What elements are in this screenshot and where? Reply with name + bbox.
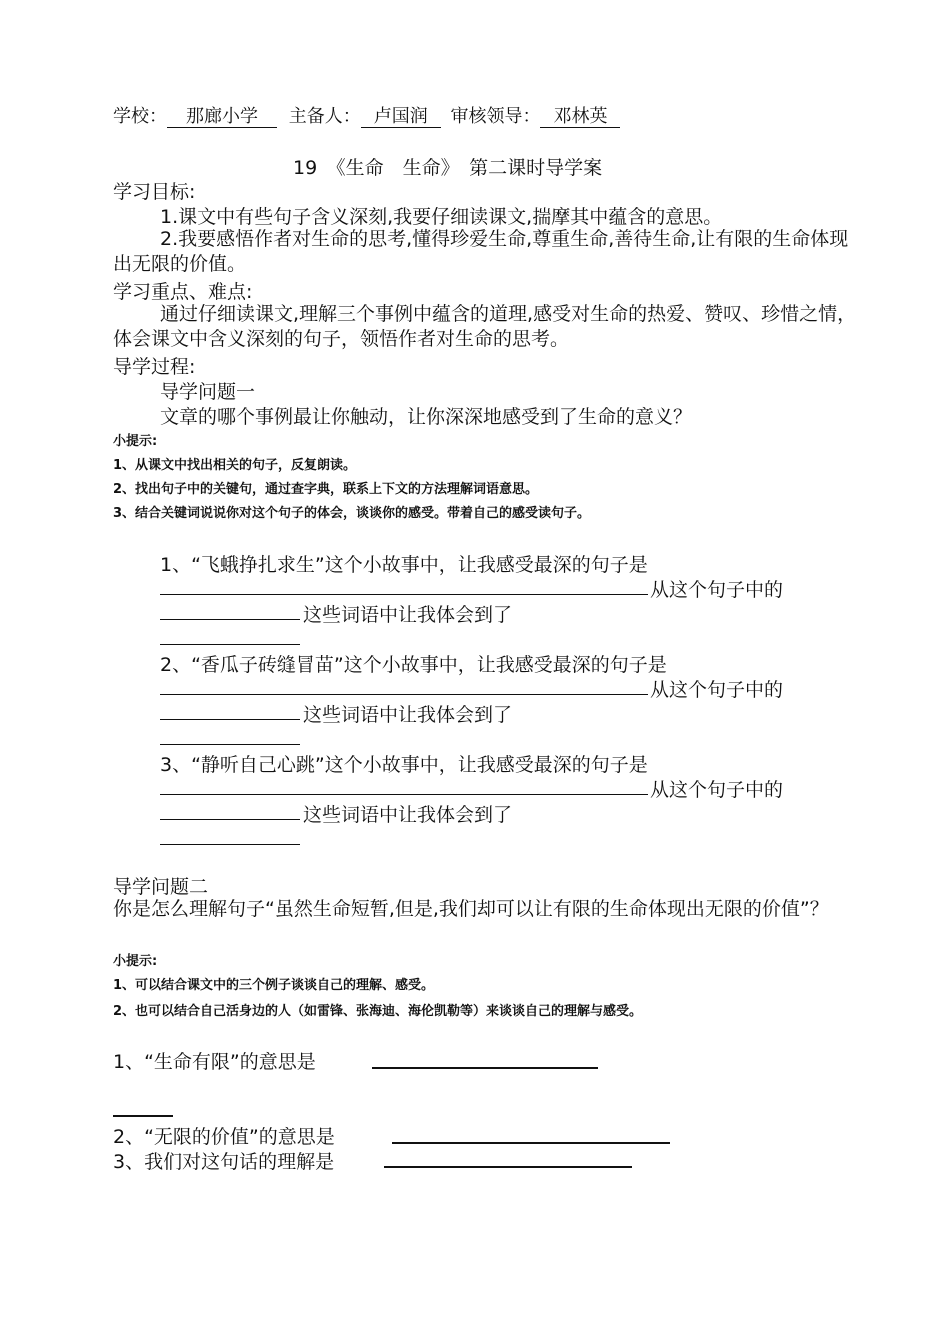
author-label: 主备人： <box>288 106 361 127</box>
fill-in-1-mid: 从这个句子中的 <box>650 579 784 601</box>
fill-in-2-words-line[interactable] <box>160 719 300 720</box>
fill-in-3-prompt: 3、“静听自己心跳”这个小故事中，让我感受最深的句子是 <box>160 754 648 776</box>
q2-tip-1: 1、可以结合课文中的三个例子谈谈自己的理解、感受。 <box>113 978 435 993</box>
q1-tip-title: 小提示: <box>113 434 158 449</box>
fill-in-3-end: 这些词语中让我体会到了 <box>303 804 513 826</box>
answer-3-prompt: 3、我们对这句话的理解是 <box>113 1151 335 1173</box>
fill-in-1-prompt: 1、“飞蛾挣扎求生”这个小故事中，让我感受最深的句子是 <box>160 554 648 576</box>
goal-item-1: 1.课文中有些句子含义深刻,我要仔细读课文,揣摩其中蕴含的意思。 <box>160 206 723 228</box>
fill-in-2-answer-line[interactable] <box>160 694 648 695</box>
author-name: 卢国润 <box>361 107 441 128</box>
q2-question <box>113 897 863 922</box>
header-line <box>113 102 620 128</box>
school-label: 学校： <box>113 106 167 127</box>
fill-in-1-end: 这些词语中让我体会到了 <box>303 604 513 626</box>
fill-in-2-mid: 从这个句子中的 <box>650 679 784 701</box>
q1-tip-1: 1、从课文中找出相关的句子，反复朗读。 <box>113 458 357 473</box>
process-heading: 导学过程: <box>113 356 196 378</box>
q1-tip-2: 2、找出句子中的关键句，通过查字典，联系上下文的方法理解词语意思。 <box>113 482 539 497</box>
answer-2-line[interactable] <box>392 1142 670 1144</box>
reviewer-label: 审核领导： <box>450 106 541 127</box>
goals-heading: 学习目标: <box>113 181 196 203</box>
fill-in-3-answer-line[interactable] <box>160 794 648 795</box>
keypoints-text-content: 通过仔细读课文,理解三个事例中蕴含的道理,感受对生命的热爱、赞叹、珍惜之情，体会课文中含义深刻的句子，领悟作者对生命的思考。 <box>113 303 857 350</box>
fill-in-1-answer-line[interactable] <box>160 594 648 595</box>
q2-question-text: 你是怎么理解句子“虽然生命短暂,但是,我们却可以让有限的生命体现出无限的价值”？ <box>113 898 829 920</box>
q1-tip-3: 3、结合关键词说说你对这个句子的体会，谈谈你的感受。带着自己的感受读句子。 <box>113 506 591 521</box>
school-name: 那廊小学 <box>167 107 277 128</box>
q2-label: 导学问题二 <box>113 876 209 898</box>
goal-item-2-text: 2.我要感悟作者对生命的思考,懂得珍爱生命,尊重生命,善待生命,让有限的生命体现出无限的价值。 <box>113 228 849 275</box>
q2-tip-title: 小提示: <box>113 954 158 969</box>
goal-item-2 <box>113 227 863 277</box>
fill-in-3-words-line[interactable] <box>160 819 300 820</box>
page-title: 19 《生命 生命》 第二课时导学案 <box>293 157 603 179</box>
fill-in-1-words-line[interactable] <box>160 619 300 620</box>
q1-question: 文章的哪个事例最让你触动，让你深深地感受到了生命的意义？ <box>160 406 693 428</box>
fill-in-2-feeling-line[interactable] <box>160 744 300 745</box>
keypoints-heading: 学习重点、难点: <box>113 281 253 303</box>
fill-in-3-feeling-line[interactable] <box>160 844 300 845</box>
keypoints-text <box>113 302 863 352</box>
answer-1-line-cont[interactable] <box>113 1115 173 1117</box>
fill-in-3-mid: 从这个句子中的 <box>650 779 784 801</box>
answer-3-line[interactable] <box>384 1166 632 1168</box>
fill-in-2-end: 这些词语中让我体会到了 <box>303 704 513 726</box>
q2-tip-2: 2、也可以结合自己活身边的人（如雷锋、张海迪、海伦凯勒等）来谈谈自己的理解与感受。 <box>113 1004 643 1019</box>
fill-in-2-prompt: 2、“香瓜子砖缝冒苗”这个小故事中，让我感受最深的句子是 <box>160 654 667 676</box>
q1-label: 导学问题一 <box>160 381 256 403</box>
answer-2-prompt: 2、“无限的价值”的意思是 <box>113 1126 335 1148</box>
answer-1-line[interactable] <box>372 1067 598 1069</box>
answer-1-prompt: 1、“生命有限”的意思是 <box>113 1051 316 1073</box>
fill-in-1-feeling-line[interactable] <box>160 644 300 645</box>
reviewer-name: 邓林英 <box>540 107 620 128</box>
